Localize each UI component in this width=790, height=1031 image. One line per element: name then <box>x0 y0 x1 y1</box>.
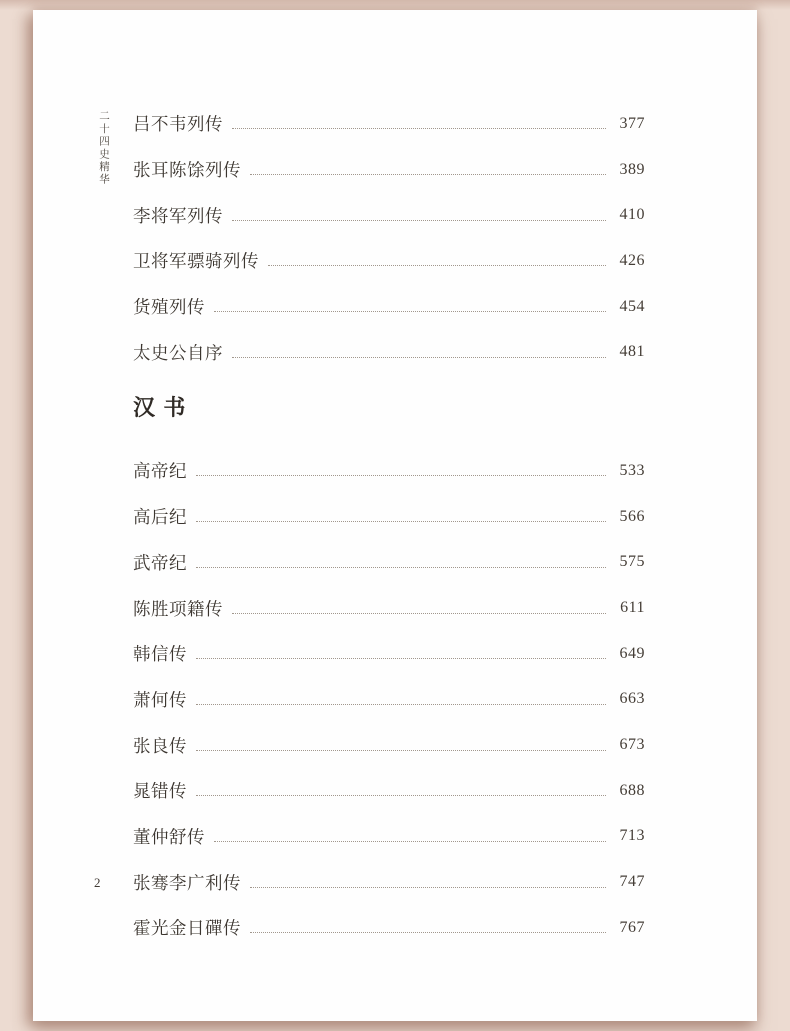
toc-entry-row <box>133 585 645 631</box>
toc-entry-page: 426 <box>619 251 645 269</box>
toc-entry-page: 767 <box>619 918 645 936</box>
toc-entry-title: 太史公自序 <box>133 342 223 363</box>
dotted-leader <box>214 311 606 312</box>
toc-entry-row <box>133 101 645 147</box>
dotted-leader <box>196 658 606 659</box>
toc-entry-page: 481 <box>619 343 645 361</box>
dotted-leader <box>196 750 606 751</box>
toc-entry-title: 武帝纪 <box>133 552 187 573</box>
toc-entry-title: 卫将军骠骑列传 <box>133 251 259 272</box>
toc-section <box>133 448 645 951</box>
toc-entry-title: 董仲舒传 <box>133 826 205 847</box>
toc-entry-row <box>133 147 645 193</box>
toc-entry-page: 410 <box>619 206 645 224</box>
toc-entry-page: 673 <box>619 736 645 754</box>
toc-entry-page: 688 <box>619 781 645 799</box>
dotted-leader <box>250 887 606 888</box>
toc-entry-row <box>133 722 645 768</box>
dotted-leader <box>232 128 606 129</box>
toc-entry-title: 吕不韦列传 <box>133 114 223 135</box>
toc-entry-row <box>133 540 645 586</box>
dotted-leader <box>196 567 606 568</box>
dotted-leader <box>214 841 606 842</box>
toc-entry-title: 陈胜项籍传 <box>133 598 223 619</box>
dotted-leader <box>250 932 606 933</box>
dotted-leader <box>268 265 606 266</box>
toc-entry-row <box>133 768 645 814</box>
toc-entry-page: 533 <box>619 461 645 479</box>
toc-entry-page: 747 <box>619 873 645 891</box>
dotted-leader <box>196 704 606 705</box>
toc-entry-row <box>133 329 645 375</box>
toc-entry-row <box>133 814 645 860</box>
toc-entry-row <box>133 192 645 238</box>
toc <box>133 101 645 951</box>
toc-entry-title: 高后纪 <box>133 507 187 528</box>
toc-entry-page: 663 <box>619 690 645 708</box>
toc-entry-page: 566 <box>619 507 645 525</box>
toc-entry-title: 李将军列传 <box>133 205 223 226</box>
toc-entry-row <box>133 494 645 540</box>
toc-entry-row <box>133 448 645 494</box>
toc-entry-title: 霍光金日磾传 <box>133 918 241 939</box>
dotted-leader <box>196 795 606 796</box>
dotted-leader <box>196 475 606 476</box>
toc-entry-title: 张耳陈馀列传 <box>133 160 241 181</box>
folio-page-number: 2 <box>94 875 101 890</box>
toc-entry-title: 晁错传 <box>133 781 187 802</box>
dotted-leader <box>232 613 606 614</box>
toc-entry-title: 货殖列传 <box>133 297 205 318</box>
toc-entry-title: 萧何传 <box>133 689 187 710</box>
dotted-leader <box>250 174 606 175</box>
section-header: 汉书 <box>133 395 194 421</box>
toc-entry-page: 713 <box>619 827 645 845</box>
dotted-leader <box>196 521 606 522</box>
toc-entry-title: 韩信传 <box>133 644 187 665</box>
toc-section <box>133 101 645 375</box>
toc-entry-page: 454 <box>619 297 645 315</box>
dotted-leader <box>232 357 606 358</box>
toc-entry-title: 高帝纪 <box>133 461 187 482</box>
toc-entry-row <box>133 905 645 951</box>
toc-entry-title: 张骞李广利传 <box>133 872 241 893</box>
book-page <box>33 10 757 1021</box>
toc-entry-page: 389 <box>619 160 645 178</box>
toc-entry-row <box>133 631 645 677</box>
toc-entry-page: 649 <box>619 644 645 662</box>
toc-entry-row <box>133 284 645 330</box>
toc-entry-page: 611 <box>620 599 645 617</box>
dotted-leader <box>232 220 606 221</box>
toc-entry-row <box>133 238 645 284</box>
toc-entry-page: 377 <box>619 114 645 132</box>
toc-entry-row <box>133 677 645 723</box>
toc-entry-title: 张良传 <box>133 735 187 756</box>
toc-entry-page: 575 <box>619 553 645 571</box>
book-title-vertical: 二十四史精华 <box>98 110 109 187</box>
toc-entry-row <box>133 859 645 905</box>
